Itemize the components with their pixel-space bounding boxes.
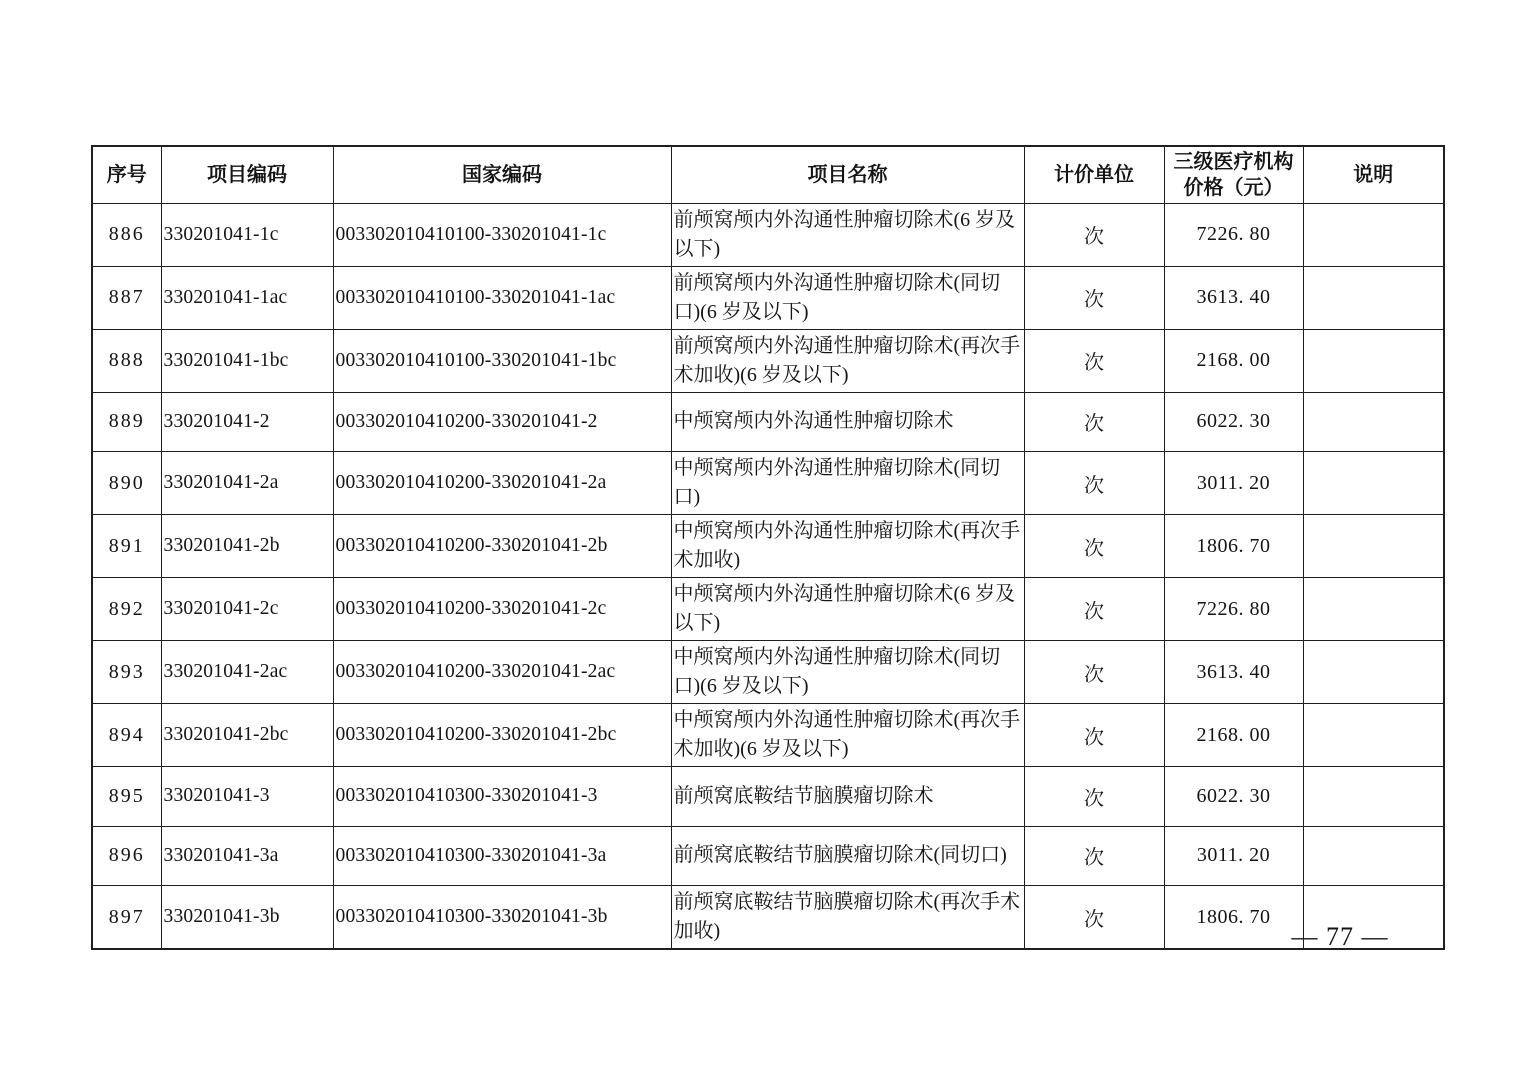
cell-national-code: 003302010410300-330201041-3 [333,767,671,827]
medical-price-table [91,145,1445,950]
cell-project-code: 330201041-2b [161,515,333,578]
cell-price: 6022. 30 [1164,392,1303,452]
cell-national-code: 003302010410200-330201041-2bc [333,704,671,767]
table-row [92,329,1444,392]
cell-unit: 次 [1024,329,1164,392]
cell-note [1303,641,1444,704]
cell-project-code: 330201041-1c [161,203,333,266]
table-row [92,515,1444,578]
cell-name: 前颅窝底鞍结节脑膜瘤切除术(再次手术加收) [671,886,1024,950]
cell-price: 7226. 80 [1164,203,1303,266]
cell-national-code: 003302010410200-330201041-2b [333,515,671,578]
cell-price: 1806. 70 [1164,515,1303,578]
cell-name: 中颅窝颅内外沟通性肿瘤切除术(同切口) [671,452,1024,515]
cell-seq: 890 [92,452,161,515]
cell-unit: 次 [1024,515,1164,578]
cell-project-code: 330201041-1bc [161,329,333,392]
table-header [92,146,1444,203]
cell-price: 1806. 70 [1164,886,1303,950]
cell-price: 2168. 00 [1164,704,1303,767]
table-row [92,886,1444,950]
cell-seq: 888 [92,329,161,392]
col-header-price-line1: 三级医疗机构 [1173,150,1294,173]
cell-national-code: 003302010410300-330201041-3a [333,826,671,886]
cell-note [1303,515,1444,578]
col-header-note: 说明 [1303,146,1444,203]
table-row [92,704,1444,767]
page-number: — 77 — [1291,922,1389,951]
cell-seq: 886 [92,203,161,266]
cell-note [1303,329,1444,392]
cell-name: 中颅窝颅内外沟通性肿瘤切除术(同切口)(6 岁及以下) [671,641,1024,704]
cell-note [1303,452,1444,515]
col-header-unit: 计价单位 [1024,146,1164,203]
cell-price: 3613. 40 [1164,266,1303,329]
cell-national-code: 003302010410100-330201041-1bc [333,329,671,392]
cell-note [1303,767,1444,827]
table-row [92,578,1444,641]
cell-seq: 889 [92,392,161,452]
cell-note [1303,578,1444,641]
cell-national-code: 003302010410300-330201041-3b [333,886,671,950]
cell-national-code: 003302010410200-330201041-2a [333,452,671,515]
cell-project-code: 330201041-3a [161,826,333,886]
cell-project-code: 330201041-2c [161,578,333,641]
cell-seq: 893 [92,641,161,704]
cell-price: 2168. 00 [1164,329,1303,392]
cell-project-code: 330201041-2a [161,452,333,515]
cell-national-code: 003302010410100-330201041-1ac [333,266,671,329]
cell-unit: 次 [1024,767,1164,827]
cell-name: 前颅窝颅内外沟通性肿瘤切除术(同切口)(6 岁及以下) [671,266,1024,329]
cell-national-code: 003302010410200-330201041-2 [333,392,671,452]
col-header-seq: 序号 [92,146,161,203]
table-row [92,641,1444,704]
cell-seq: 892 [92,578,161,641]
cell-project-code: 330201041-3b [161,886,333,950]
table-row [92,767,1444,827]
cell-name: 前颅窝颅内外沟通性肿瘤切除术(再次手术加收)(6 岁及以下) [671,329,1024,392]
cell-name: 前颅窝颅内外沟通性肿瘤切除术(6 岁及以下) [671,203,1024,266]
cell-name: 前颅窝底鞍结节脑膜瘤切除术(同切口) [671,826,1024,886]
cell-unit: 次 [1024,704,1164,767]
cell-unit: 次 [1024,826,1164,886]
table-row [92,203,1444,266]
cell-price: 6022. 30 [1164,767,1303,827]
cell-project-code: 330201041-1ac [161,266,333,329]
table-row [92,392,1444,452]
cell-note [1303,266,1444,329]
table-row [92,452,1444,515]
cell-note [1303,826,1444,886]
cell-note [1303,203,1444,266]
cell-unit: 次 [1024,203,1164,266]
table-body [92,203,1444,949]
cell-note [1303,704,1444,767]
cell-national-code: 003302010410200-330201041-2ac [333,641,671,704]
header-row [92,146,1444,203]
cell-price: 3011. 20 [1164,452,1303,515]
cell-price: 3613. 40 [1164,641,1303,704]
cell-seq: 896 [92,826,161,886]
cell-seq: 894 [92,704,161,767]
cell-price: 3011. 20 [1164,826,1303,886]
cell-note [1303,392,1444,452]
cell-name: 中颅窝颅内外沟通性肿瘤切除术(再次手术加收) [671,515,1024,578]
cell-seq: 891 [92,515,161,578]
table-row [92,266,1444,329]
cell-project-code: 330201041-2bc [161,704,333,767]
cell-project-code: 330201041-3 [161,767,333,827]
col-header-project-code: 项目编码 [161,146,333,203]
cell-unit: 次 [1024,266,1164,329]
cell-national-code: 003302010410100-330201041-1c [333,203,671,266]
col-header-national-code: 国家编码 [333,146,671,203]
cell-national-code: 003302010410200-330201041-2c [333,578,671,641]
cell-name: 中颅窝颅内外沟通性肿瘤切除术(再次手术加收)(6 岁及以下) [671,704,1024,767]
cell-unit: 次 [1024,392,1164,452]
cell-seq: 897 [92,886,161,950]
cell-unit: 次 [1024,452,1164,515]
cell-name: 前颅窝底鞍结节脑膜瘤切除术 [671,767,1024,827]
cell-price: 7226. 80 [1164,578,1303,641]
cell-name: 中颅窝颅内外沟通性肿瘤切除术 [671,392,1024,452]
cell-name: 中颅窝颅内外沟通性肿瘤切除术(6 岁及以下) [671,578,1024,641]
col-header-price [1164,146,1303,203]
cell-unit: 次 [1024,886,1164,950]
cell-seq: 887 [92,266,161,329]
table-row [92,826,1444,886]
cell-unit: 次 [1024,641,1164,704]
col-header-price-line2: 价格（元） [1183,176,1284,199]
cell-project-code: 330201041-2ac [161,641,333,704]
cell-unit: 次 [1024,578,1164,641]
cell-project-code: 330201041-2 [161,392,333,452]
cell-seq: 895 [92,767,161,827]
col-header-name: 项目名称 [671,146,1024,203]
